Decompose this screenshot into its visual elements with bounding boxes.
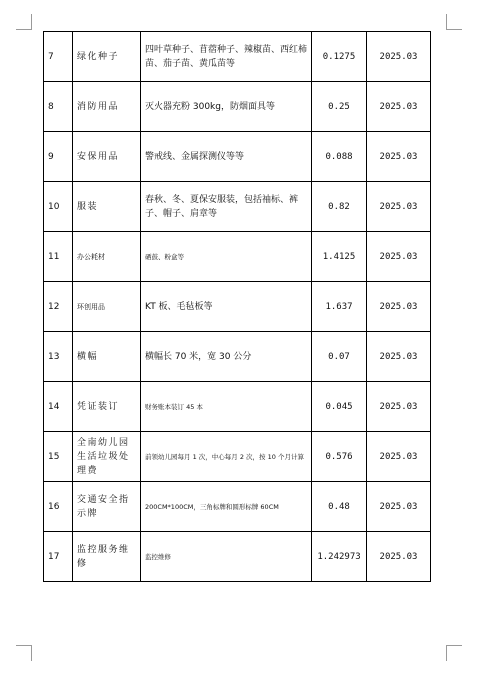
row-number-cell: 9 (44, 132, 73, 182)
item-description-cell: 200CM*100CM，三角标牌和圆形标牌 60CM (141, 482, 312, 532)
table-row (44, 82, 431, 132)
row-number-cell: 10 (44, 182, 73, 232)
table-row (44, 532, 431, 582)
item-description-cell: 四叶草种子、苜蓿种子、辣椒苗、西红柿苗、茄子苗、黄瓜苗等 (141, 32, 312, 82)
row-number-cell: 11 (44, 232, 73, 282)
table-row (44, 432, 431, 482)
date-cell: 2025.03 (367, 332, 431, 382)
procurement-table (43, 31, 431, 582)
item-description-cell: 监控维修 (141, 532, 312, 582)
amount-cell: 0.07 (312, 332, 367, 382)
row-number-cell: 16 (44, 482, 73, 532)
crop-mark-top-right (446, 14, 462, 30)
date-cell: 2025.03 (367, 32, 431, 82)
row-number-cell: 17 (44, 532, 73, 582)
item-name-cell: 环创用品 (73, 282, 141, 332)
item-name-cell: 安保用品 (73, 132, 141, 182)
row-number-cell: 13 (44, 332, 73, 382)
date-cell: 2025.03 (367, 132, 431, 182)
table-row (44, 182, 431, 232)
date-cell: 2025.03 (367, 82, 431, 132)
date-cell: 2025.03 (367, 182, 431, 232)
row-number-cell: 8 (44, 82, 73, 132)
item-description-cell: 财务账本装订 45 本 (141, 382, 312, 432)
crop-mark-top-left (16, 14, 32, 30)
row-number-cell: 15 (44, 432, 73, 482)
table-row (44, 382, 431, 432)
item-description-cell: KT 板、毛毡板等 (141, 282, 312, 332)
item-name-cell: 绿化种子 (73, 32, 141, 82)
row-number-cell: 7 (44, 32, 73, 82)
table-row (44, 32, 431, 82)
amount-cell: 1.637 (312, 282, 367, 332)
amount-cell: 0.25 (312, 82, 367, 132)
amount-cell: 0.48 (312, 482, 367, 532)
date-cell: 2025.03 (367, 282, 431, 332)
item-name-cell: 消防用品 (73, 82, 141, 132)
date-cell: 2025.03 (367, 532, 431, 582)
item-description-cell: 硒鼓、粉盒等 (141, 232, 312, 282)
table-row (44, 332, 431, 382)
amount-cell: 1.4125 (312, 232, 367, 282)
table-row (44, 232, 431, 282)
item-name-cell: 服装 (73, 182, 141, 232)
item-description-cell: 前领幼儿园每月 1 次，中心每月 2 次，按 10 个月计算 (141, 432, 312, 482)
amount-cell: 0.088 (312, 132, 367, 182)
item-name-cell: 横幅 (73, 332, 141, 382)
crop-mark-bottom-left (16, 645, 32, 661)
amount-cell: 0.82 (312, 182, 367, 232)
table-row (44, 482, 431, 532)
amount-cell: 0.045 (312, 382, 367, 432)
item-description-cell: 灭火器充粉 300kg，防烟面具等 (141, 82, 312, 132)
amount-cell: 1.242973 (312, 532, 367, 582)
amount-cell: 0.1275 (312, 32, 367, 82)
amount-cell: 0.576 (312, 432, 367, 482)
date-cell: 2025.03 (367, 382, 431, 432)
table-row (44, 132, 431, 182)
item-name-cell: 全南幼儿园生活垃圾处理费 (73, 432, 141, 482)
item-name-cell: 办公耗材 (73, 232, 141, 282)
row-number-cell: 12 (44, 282, 73, 332)
crop-mark-bottom-right (446, 645, 462, 661)
table-row (44, 282, 431, 332)
item-description-cell: 春秋、冬、夏保安服装，包括袖标、裤子、帽子、肩章等 (141, 182, 312, 232)
item-name-cell: 凭证装订 (73, 382, 141, 432)
item-name-cell: 交通安全指示牌 (73, 482, 141, 532)
date-cell: 2025.03 (367, 432, 431, 482)
item-description-cell: 警戒线、金属探测仪等等 (141, 132, 312, 182)
item-name-cell: 监控服务维修 (73, 532, 141, 582)
row-number-cell: 14 (44, 382, 73, 432)
date-cell: 2025.03 (367, 232, 431, 282)
item-description-cell: 横幅长 70 米，宽 30 公分 (141, 332, 312, 382)
date-cell: 2025.03 (367, 482, 431, 532)
